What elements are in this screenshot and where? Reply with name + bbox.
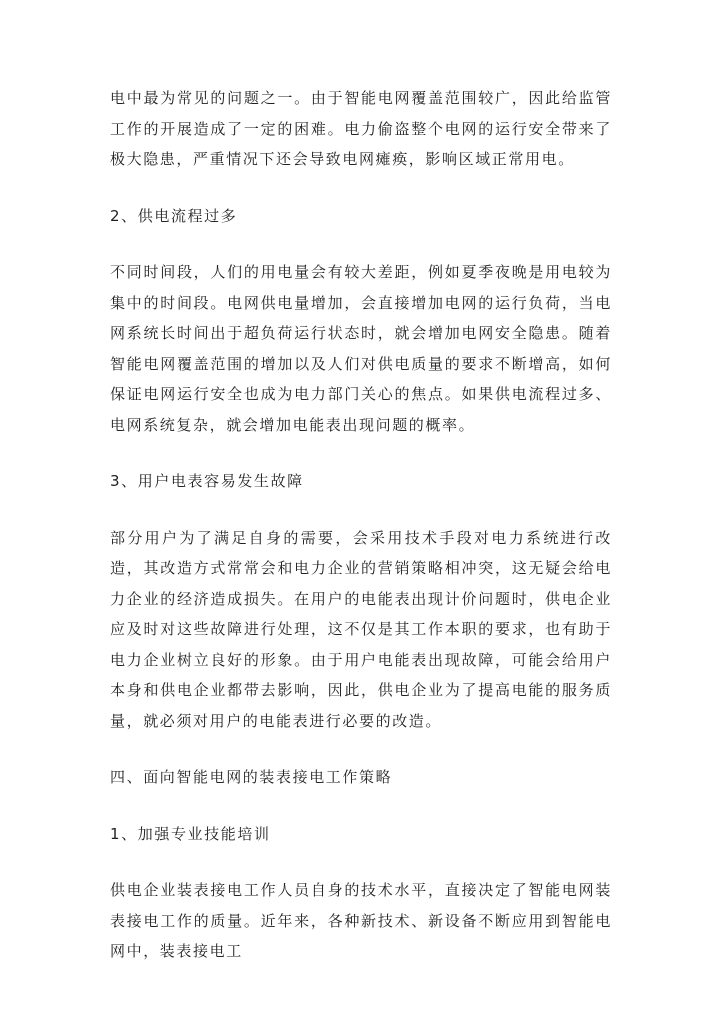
heading-skill-training: 1、加强专业技能培训 (110, 824, 271, 843)
heading-section-four: 四、面向智能电网的装表接电工作策略 (110, 768, 393, 786)
heading-meter-faults: 3、用户电表容易发生故障 (110, 472, 304, 490)
paragraph-supply-process: 不同时间段，人们的用电量会有较大差距，例如夏季夜晚是用电较为集中的时间段。电网供电量增加，会直接增加电网的运行负荷，当电网系统长时间出于超负荷运行状态时，就会增加电网安全隐患。随着智能电网覆盖范围的增加以及人们对供电质量的要求不断增高，如何保证电网运行安全也成为电力部门关心的焦点。如果供电流程过多、电网系统复杂，就会增加电能表出现问题的概率。 (110, 263, 612, 434)
document-body (110, 83, 612, 967)
paragraph-meter-faults: 部分用户为了满足自身的需要，会采用技术手段对电力系统进行改造，其改造方式常常会和电力企业的营销策略相冲突，这无疑会给电力企业的经济造成损失。在用户的电能表出现计价问题时，供电企业应及时对这些故障进行处理，这不仅是其工作本职的要求，也有助于电力企业树立良好的形象。由于用户电能表出现故障，可能会给用户本身和供电企业都带去影响，因此，供电企业为了提高电能的服务质量，就必须对用户的电能表进行必要的改造。 (110, 528, 612, 730)
paragraph-power-theft: 电中最为常见的问题之一。由于智能电网覆盖范围较广，因此给监管工作的开展造成了一定的困难。电力偷盗整个电网的运行安全带来了极大隐患，严重情况下还会导致电网瘫痪，影响区域正常用电。 (110, 89, 612, 168)
paragraph-skill-training: 供电企业装表接电工作人员自身的技术水平，直接决定了智能电网装表接电工作的质量。近年来，各种新技术、新设备不断应用到智能电网中，装表接电工 (110, 881, 612, 960)
heading-supply-process: 2、供电流程过多 (110, 206, 238, 225)
